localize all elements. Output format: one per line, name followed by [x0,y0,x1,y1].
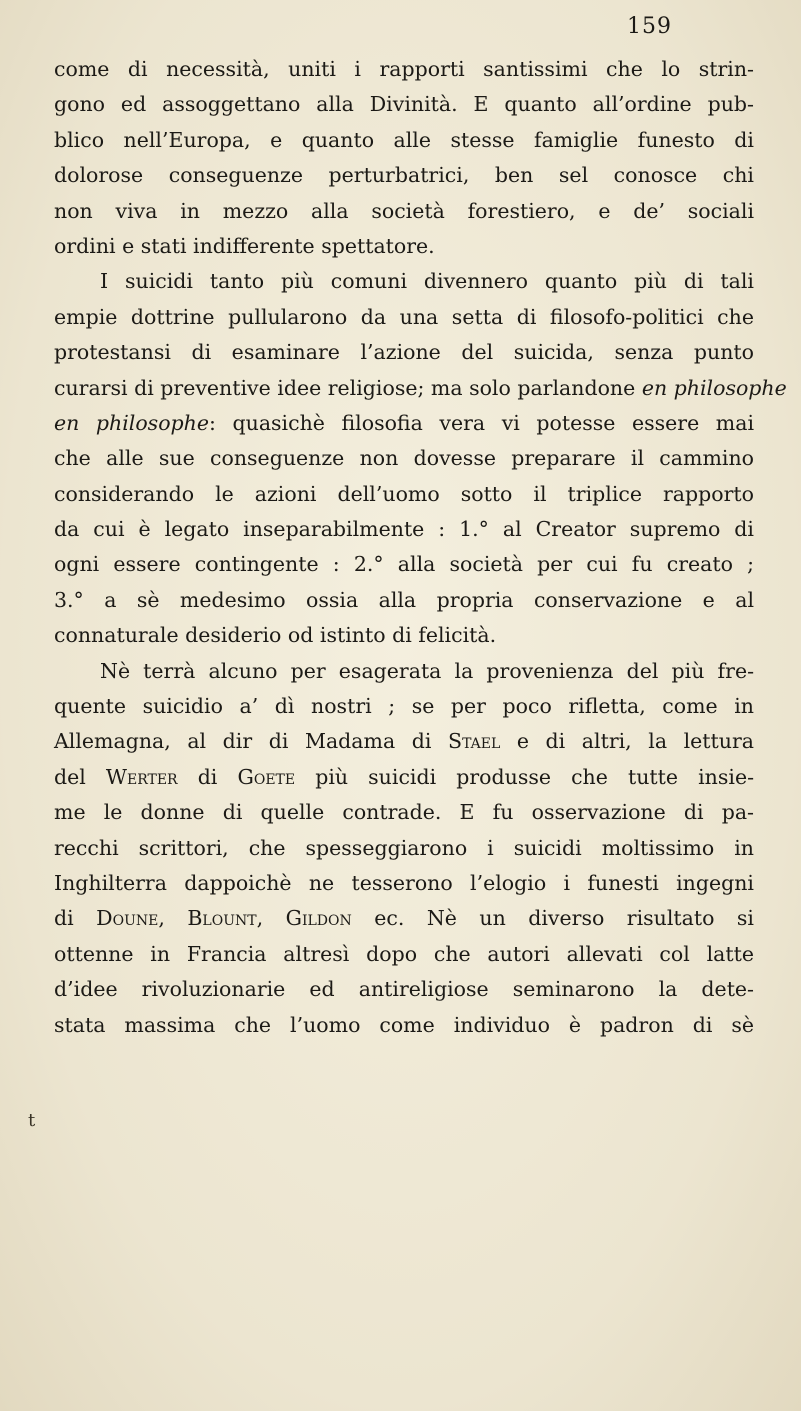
text-line: di Doune, Blount, Gildon ec. Nè un diverso risultato si [54,906,754,931]
text-segment: e di altri, la lettura [516,729,754,754]
text-segment: di [197,764,218,789]
paragraph-start-line: Nè terrà alcuno per esagerata la provenienza del più fre- [100,658,754,683]
italic-phrase: en philosophe [641,375,787,400]
page-number: 159 [627,14,672,39]
author-name: Gildon [285,906,352,931]
text-line: che alle sue conseguenze non dovesse preparare il cammino [54,446,754,471]
text-line: da cui è legato inseparabilmente : 1.° al Creator supremo di [54,517,754,542]
text-line: blico nell’Europa, e quanto alle stesse famiglie funesto di [54,127,754,152]
body-text [54,52,787,1043]
work-title: Werter [105,764,178,789]
text-line: non viva in mezzo alla società forestiero, e de’ sociali [54,198,754,223]
text-line: considerando le azioni dell’uomo sotto il triplice rapporto [54,481,754,506]
text-line [54,406,754,441]
text-line: Inghilterra dappoichè ne tesserono l’elogio i funesti ingegni [54,870,754,895]
text-line: gono ed assoggettano alla Divinità. E quanto all’ordine pub- [54,92,754,117]
text-line: connaturale desiderio od istinto di felicità. [54,623,497,648]
text-line [54,760,754,795]
text-segment: più suicidi produsse che tutte insie- [315,764,754,789]
text-segment: : quasichè filosofia vera vi potesse essere mai [209,410,755,435]
author-name: Stael [448,729,501,754]
text-line: come di necessità, uniti i rapporti santissimi che lo strin- [54,57,754,81]
author-name: Blount [187,906,257,931]
text-line [54,371,787,406]
text-segment: curarsi di preventive idee religiose; ma solo parlandone [54,375,636,400]
text-line: ordini e stati indifferente spettatore. [54,233,435,258]
italic-phrase: en philosophe [54,410,210,435]
text-segment: del [54,764,86,789]
text-line: quente suicidio a’ dì nostri ; se per poco rifletta, come in [54,694,754,719]
author-name: Goete [237,764,296,789]
text-line: d’idee rivoluzionarie ed antireligiose seminarono la dete- [54,977,754,1002]
paragraph-start-line: I suicidi tanto più comuni divennero quanto più di tali [100,269,754,294]
author-name: Doune [96,906,159,931]
text-line: stata massima che l’uomo come individuo è padron di sè [54,1012,754,1037]
text-line: ottenne in Francia altresì dopo che autori allevati col latte [54,941,754,966]
text-segment: di [54,906,74,931]
text-line: dolorose conseguenze perturbatrici, ben sel conosce chi [54,163,754,188]
text-line: ogni essere contingente : 2.° alla società per cui fu creato ; [54,552,754,577]
text-line: protestansi di esaminare l’azione del suicida, senza punto [54,340,754,365]
text-line: me le donne di quelle contrade. E fu osservazione di pa- [54,800,754,825]
text-line: empie dottrine pullularono da una setta di filosofo-politici che [54,304,754,329]
page-mark: t [28,1110,36,1131]
text-segment: ec. Nè un diverso risultato si [374,906,754,931]
text-line: recchi scrittori, che spesseggiarono i suicidi moltissimo in [54,835,754,860]
text-segment: Allemagna, al dir di Madama di [54,729,432,754]
text-line: 3.° a sè medesimo ossia alla propria conservazione e al [54,587,754,612]
text-line [54,724,754,759]
